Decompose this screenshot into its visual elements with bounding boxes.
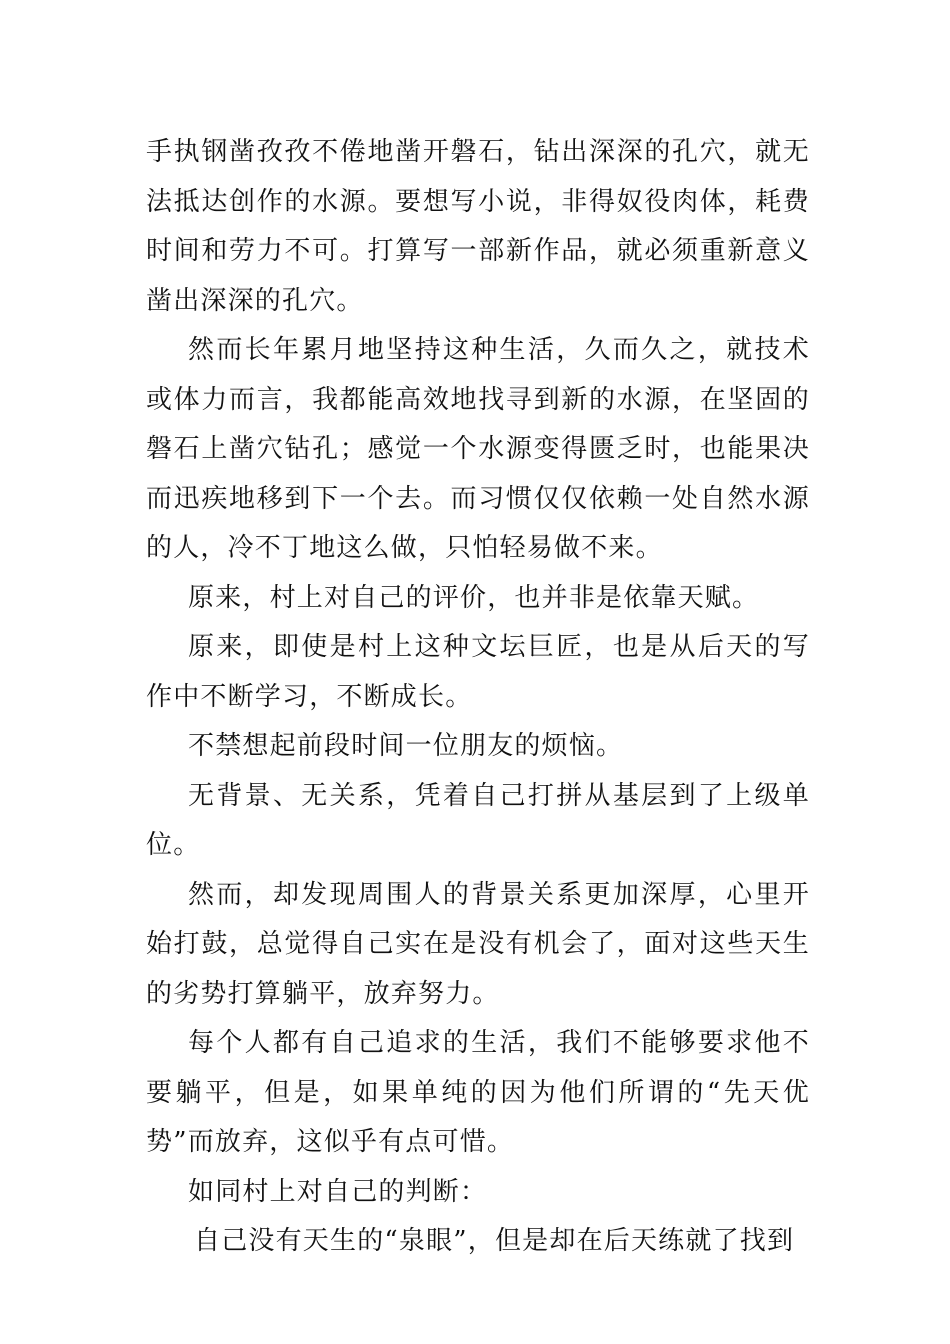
paragraph-3: 原来，村上对自己的评价，也并非是依靠天赋。 bbox=[188, 582, 760, 613]
paragraph-6: 无背景、无关系，凭着自己打拼从基层到了上级单位。 bbox=[146, 780, 810, 860]
paragraph-8: 每个人都有自己追求的生活，我们不能够要求他不要躺平，但是，如果单纯的因为他们所谓的“先天优势”而放弃，这似乎有点可惜。 bbox=[146, 1028, 810, 1157]
paragraph-1: 手执钢凿孜孜不倦地凿开磐石，钻出深深的孔穴，就无法抵达创作的水源。要想写小说，非得奴役肉体，耗费时间和劳力不可。打算写一部新作品，就必须重新意义凿出深深的孔穴。 bbox=[146, 137, 810, 316]
paragraph-5: 不禁想起前段时间一位朋友的烦恼。 bbox=[188, 731, 624, 761]
paragraph-9: 如同村上对自己的判断： bbox=[188, 1176, 488, 1207]
paragraph-7: 然而，却发现周围人的背景关系更加深厚，心里开始打鼓，总觉得自己实在是没有机会了，面对这些天生的劣势打算躺平，放弃努力。 bbox=[146, 879, 810, 1009]
paragraph-2: 然而长年累月地坚持这种生活，久而久之，就技术或体力而言，我都能高效地找寻到新的水源，在坚固的磐石上凿穴钻孔；感觉一个水源变得匮乏时，也能果决而迅疾地移到下一个去。而习惯仅仅依赖一处自然水源的人，冷不丁地这么做，只怕轻易做不来。 bbox=[146, 335, 810, 563]
paragraph-4: 原来，即使是村上这种文坛巨匠，也是从后天的写作中不断学习，不断成长。 bbox=[146, 632, 810, 712]
paragraph-10: 自己没有天生的“泉眼”，但是却在后天练就了找到 bbox=[194, 1226, 795, 1256]
body-text bbox=[146, 128, 810, 1267]
